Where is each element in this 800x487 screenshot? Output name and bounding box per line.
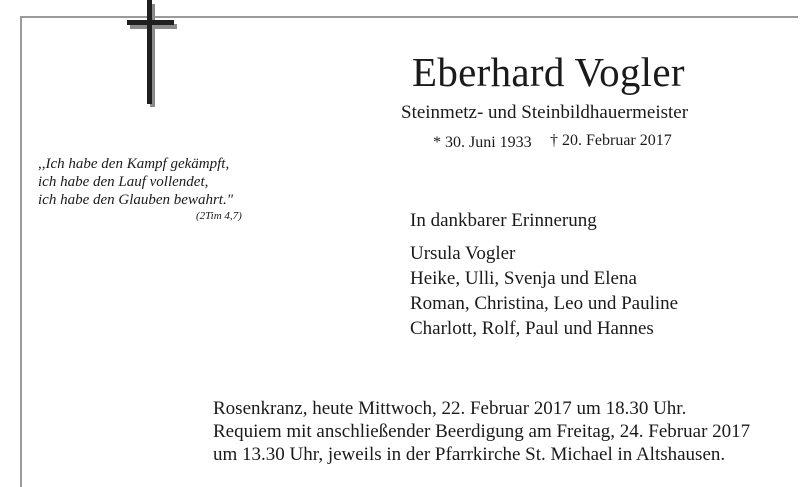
quote-line: ich habe den Lauf vollendet, <box>38 174 209 190</box>
service-line: Rosenkranz, heute Mittwoch, 22. Februar 2017 um 18.30 Uhr. <box>213 398 687 419</box>
bible-quote <box>38 155 233 209</box>
quote-line: ich habe den Glauben bewahrt." <box>38 192 234 208</box>
birth-date: * 30. Juni 1933 <box>433 134 532 151</box>
family-block <box>410 209 678 341</box>
frame-left-line <box>20 16 22 487</box>
cross-icon <box>122 0 178 110</box>
remembrance-heading: In dankbarer Erinnerung <box>410 210 597 231</box>
service-details <box>213 397 750 466</box>
death-date: † 20. Februar 2017 <box>550 132 672 149</box>
family-member-line: Heike, Ulli, Svenja und Elena <box>410 268 637 289</box>
deceased-name: Eberhard Vogler <box>412 49 685 95</box>
quote-reference: (2Tim 4,7) <box>196 210 242 222</box>
quote-line: ,,Ich habe den Kampf gekämpft, <box>38 156 230 172</box>
family-member-line: Roman, Christina, Leo und Pauline <box>410 293 679 314</box>
service-line: Requiem mit anschließender Beerdigung am Freitag, 24. Februar 2017 <box>213 421 751 442</box>
service-line: um 13.30 Uhr, jeweils in der Pfarrkirche St. Michael in Altshausen. <box>213 444 726 465</box>
family-member-line: Charlott, Rolf, Paul und Hannes <box>410 318 654 339</box>
family-member-line: Ursula Vogler <box>410 243 516 264</box>
profession-title: Steinmetz- und Steinbildhauermeister <box>401 102 689 123</box>
